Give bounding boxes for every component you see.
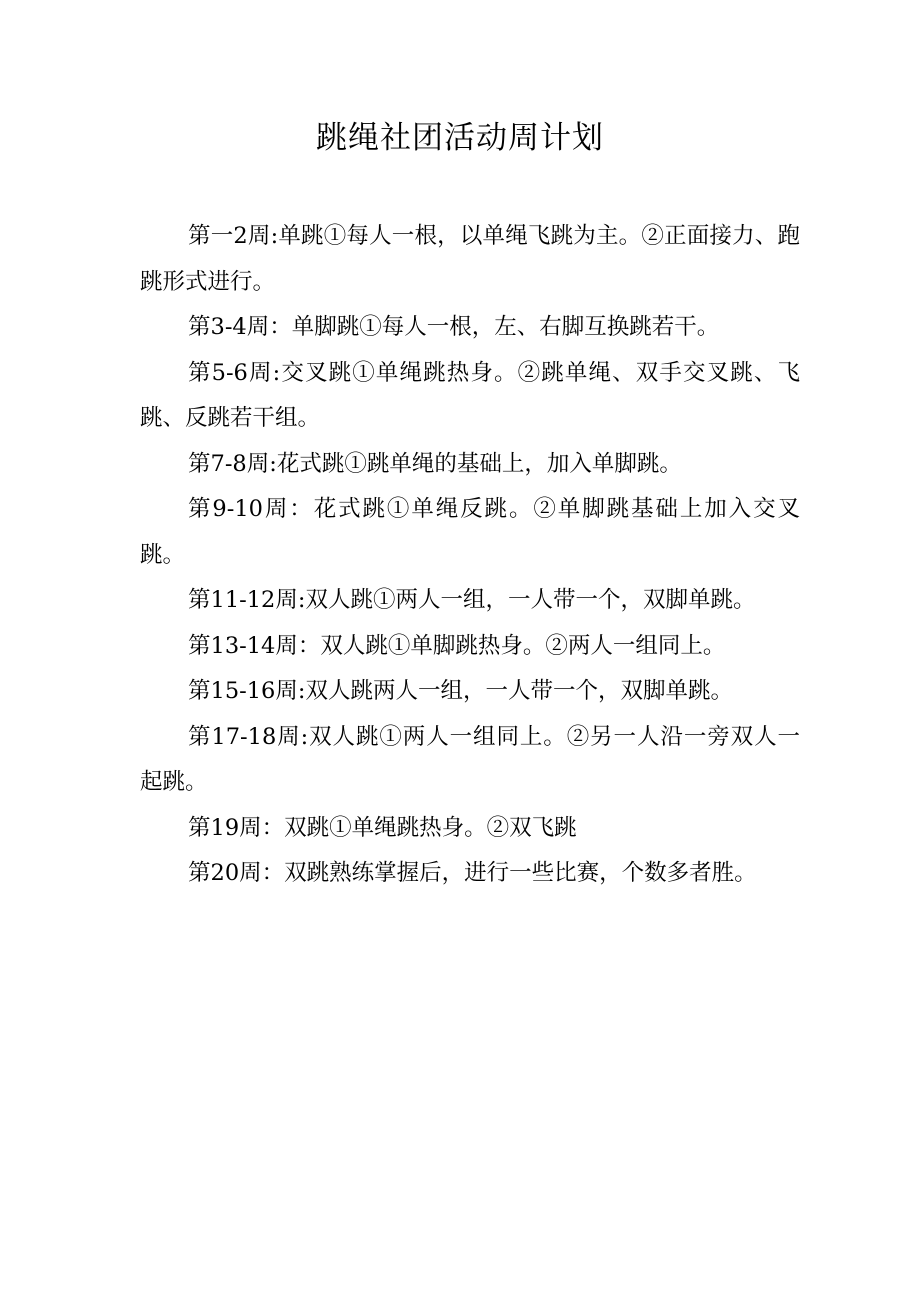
paragraph-week-5-6: 第5-6周:交叉跳①单绳跳热身。②跳单绳、双手交叉跳、飞跳、反跳若干组。 xyxy=(140,359,800,431)
paragraph-week-20: 第20周：双跳熟练掌握后，进行一些比赛，个数多者胜。 xyxy=(188,860,757,886)
paragraph-week-7-8: 第7-8周:花式跳①跳单绳的基础上，加入单脚跳。 xyxy=(188,450,682,477)
paragraph-week-3-4: 第3-4周：单脚跳①每人一根，左、右脚互换跳若干。 xyxy=(188,314,720,340)
paragraph-week-11-12: 第11-12周:双人跳①两人一组，一人带一个，双脚单跳。 xyxy=(188,587,756,613)
document-body xyxy=(140,214,800,897)
paragraph-week-17-18: 第17-18周:双人跳①两人一组同上。②另一人沿一旁双人一起跳。 xyxy=(140,723,800,795)
paragraph-week-1-2: 第一2周:单跳①每人一根，以单绳飞跳为主。②正面接力、跑跳形式进行。 xyxy=(140,223,800,295)
paragraph-week-13-14: 第13-14周：双人跳①单脚跳热身。②两人一组同上。 xyxy=(188,632,726,659)
paragraph-week-15-16: 第15-16周:双人跳两人一组，一人带一个，双脚单跳。 xyxy=(188,678,733,704)
paragraph-week-19: 第19周：双跳①单绳跳热身。②双飞跳 xyxy=(188,814,577,841)
paragraph-week-9-10: 第9-10周：花式跳①单绳反跳。②单脚跳基础上加入交叉跳。 xyxy=(140,496,800,568)
document-title: 跳绳社团活动周计划 xyxy=(316,120,604,156)
